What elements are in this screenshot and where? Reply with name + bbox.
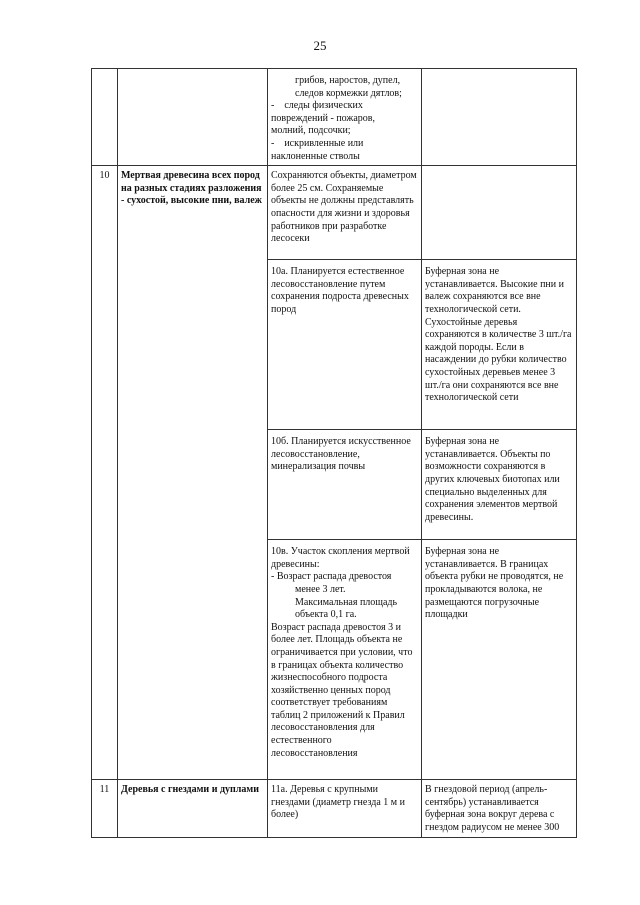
table-row bbox=[92, 780, 577, 838]
line: 10в. Участок скопления мертвой древесины: bbox=[271, 546, 410, 570]
subcase-11a-condition: 11а. Деревья с крупными гнездами (диаметр гнезда 1 м и более) bbox=[268, 780, 422, 838]
page-number: 25 bbox=[313, 38, 327, 53]
subcase-10c-condition bbox=[268, 540, 422, 780]
line: объекта 0,1 га. bbox=[295, 609, 357, 621]
subcase-10b-condition: 10б. Планируется искусственное лесовосстановление, минерализация почвы bbox=[268, 430, 422, 540]
row-title: Мертвая древесина всех пород на разных стадиях разложения - сухостой, высокие пни, валеж bbox=[118, 166, 268, 780]
cell-num bbox=[92, 69, 118, 166]
line: Возраст распада древостоя 3 и более лет. Площадь объекта не ограничивается при условии, что в границах объекта количество жизнеспособного подроста хозяйственно ценных пород соответствует требованиям таблиц 2 приложений к Правил лесовосстановления для естественного лесовосстановления bbox=[271, 621, 413, 759]
line: Максимальная площадь bbox=[295, 596, 398, 608]
row-number: 10 bbox=[92, 166, 118, 780]
table-row bbox=[92, 166, 577, 260]
general-condition: Сохраняются объекты, диаметром более 25 см. Сохраняемые объекты не должны представлять опасности для жизни и здоровья работников при разработке лесосеки bbox=[268, 166, 422, 260]
subcase-10a-requirement: Буферная зона не устанавливается. Высокие пни и валеж сохраняются все вне технологической сети. Сухостойные деревья сохраняются в количестве 3 шт./га каждой породы. Если в насаждении до рубки количество сухостойных деревьев менее 3 шт./га они сохраняются все вне технологической сети bbox=[422, 260, 577, 430]
line: менее 3 лет. bbox=[295, 583, 346, 595]
cell-title bbox=[118, 69, 268, 166]
subcase-10a-condition: 10а. Планируется естественное лесовосстановление путем сохранения подроста древесных пород bbox=[268, 260, 422, 430]
cell-empty bbox=[422, 166, 577, 260]
cell-empty bbox=[422, 69, 577, 166]
line: повреждений - пожаров, bbox=[271, 112, 376, 124]
subcase-10c-requirement: Буферная зона не устанавливается. В границах объекта рубки не проводятся, не прокладываются волока, не размещаются погрузочные площадки bbox=[422, 540, 577, 780]
requirements-table bbox=[91, 68, 577, 838]
row-number: 11 bbox=[92, 780, 118, 838]
line: - следы физических bbox=[271, 100, 363, 112]
subcase-11a-requirement: В гнездовой период (апрель-сентябрь) устанавливается буферная зона вокруг дерева с гнездом радиусом не менее 300 bbox=[422, 780, 577, 838]
line: - искривленные или bbox=[271, 137, 364, 149]
cell-continued-text bbox=[268, 69, 422, 166]
subcase-10b-requirement: Буферная зона не устанавливается. Объекты по возможности сохраняются в других ключевых биотопах или специально выделенных для сохранения элементов мертвой древесины. bbox=[422, 430, 577, 540]
row-title: Деревья с гнездами и дуплами bbox=[118, 780, 268, 838]
line: - Возраст распада древостоя bbox=[271, 571, 392, 583]
line: наклоненные стволы bbox=[271, 150, 360, 162]
line: следов кормежки дятлов; bbox=[295, 87, 402, 99]
line: молний, подсочки; bbox=[271, 125, 351, 137]
table-row bbox=[92, 69, 577, 166]
line: грибов, наростов, дупел, bbox=[295, 75, 401, 86]
